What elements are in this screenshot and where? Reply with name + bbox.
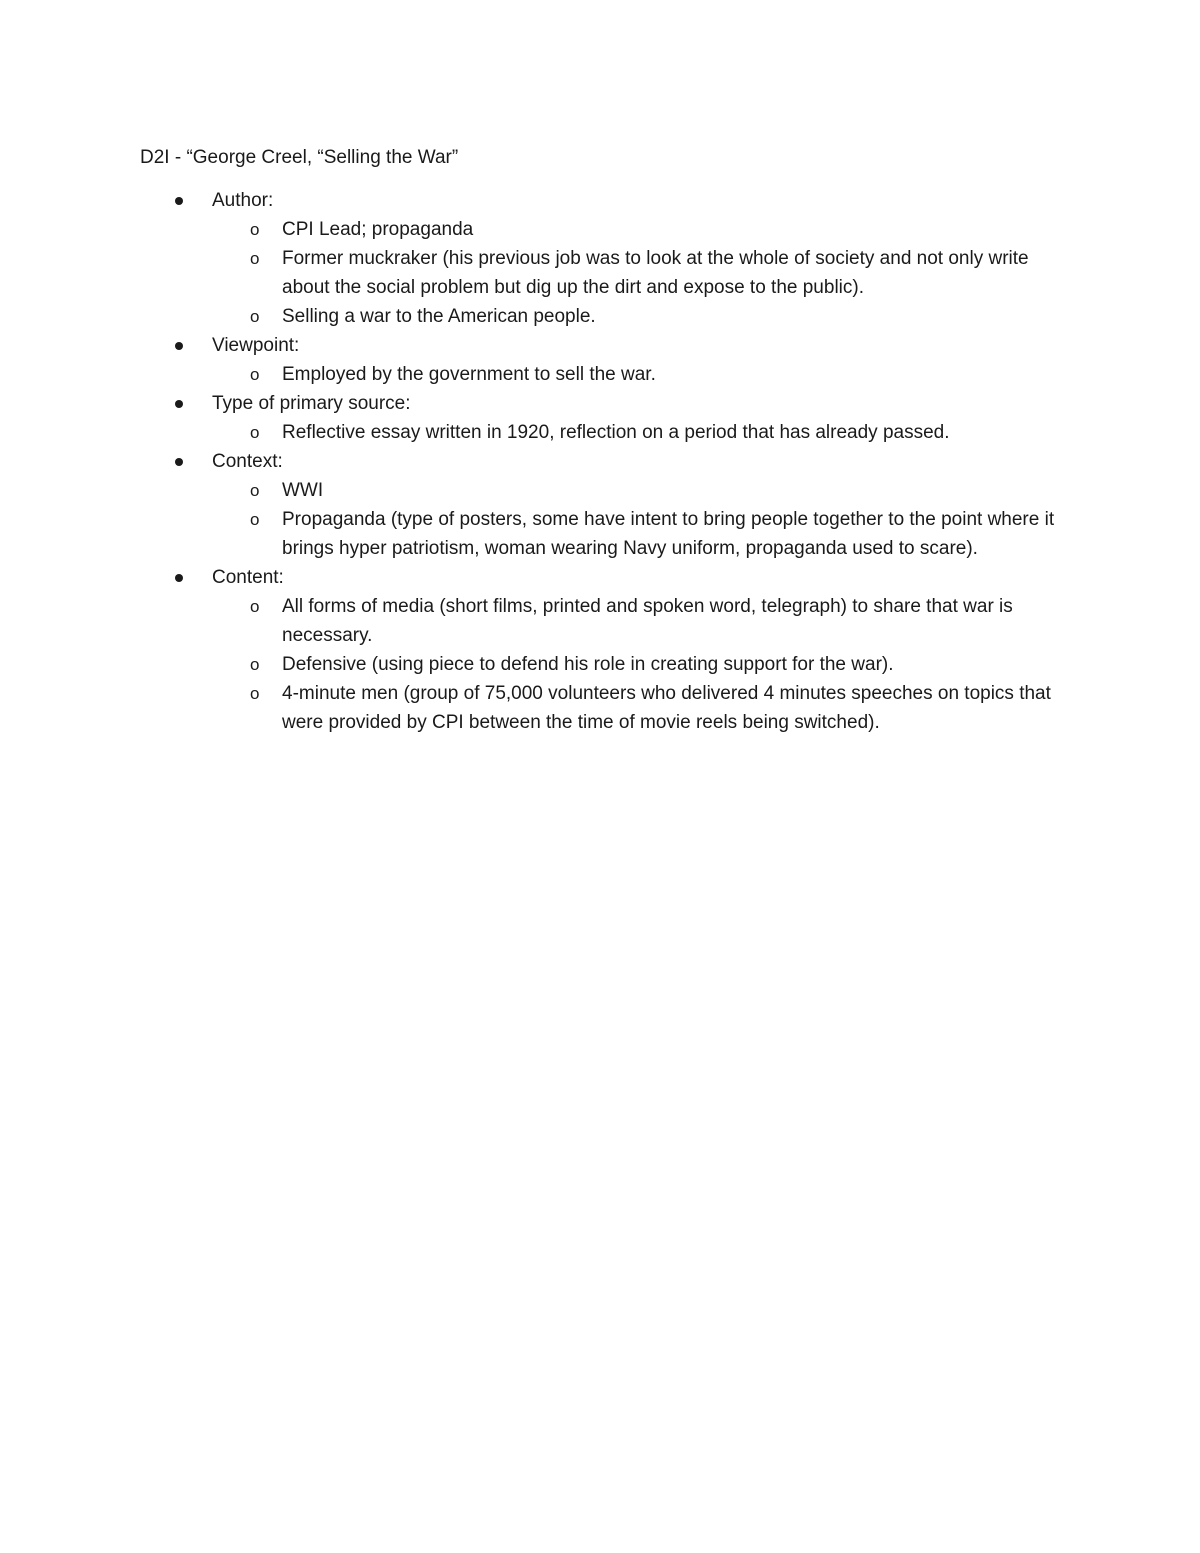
sub-bullet-icon: o — [250, 423, 260, 442]
list-item-text: Employed by the government to sell the war. — [282, 364, 656, 385]
list-item-text: All forms of media (short films, printed and spoken word, telegraph) to share that war is necessary. — [282, 596, 1013, 646]
section-label: Context: — [212, 451, 283, 472]
sub-bullet-icon: o — [250, 307, 260, 326]
section-context — [140, 447, 1070, 563]
list-item — [212, 679, 1070, 737]
sub-bullet-icon: o — [250, 481, 260, 500]
sub-bullet-icon: o — [250, 220, 260, 239]
list-item-text: CPI Lead; propaganda — [282, 219, 474, 240]
section-viewpoint — [140, 331, 1070, 389]
sub-list — [212, 360, 1070, 389]
list-item — [212, 592, 1070, 650]
sub-bullet-icon: o — [250, 365, 260, 384]
section-label: Viewpoint: — [212, 335, 300, 356]
sub-bullet-icon: o — [250, 684, 260, 703]
list-item-text: WWI — [282, 480, 324, 501]
bullet-icon — [175, 400, 183, 408]
section-content — [140, 563, 1070, 737]
list-item-text: Former muckraker (his previous job was to look at the whole of society and not only write about the social problem but dig up the dirt and expose to the public). — [282, 248, 1029, 298]
section-label: Content: — [212, 567, 284, 588]
sub-bullet-icon: o — [250, 249, 260, 268]
section-label: Author: — [212, 190, 274, 211]
list-item — [212, 302, 1070, 331]
list-item-text: Reflective essay written in 1920, reflection on a period that has already passed. — [282, 422, 950, 443]
sub-list — [212, 215, 1070, 331]
list-item — [212, 215, 1070, 244]
sub-bullet-icon: o — [250, 597, 260, 616]
list-item-text: 4-minute men (group of 75,000 volunteers who delivered 4 minutes speeches on topics that were provided by CPI between the time of movie reels being switched). — [282, 683, 1051, 733]
section-author — [140, 186, 1070, 331]
sub-bullet-icon: o — [250, 510, 260, 529]
list-item — [212, 418, 1070, 447]
outline-list — [140, 186, 1070, 737]
list-item-text: Propaganda (type of posters, some have intent to bring people together to the point where it brings hyper patriotism, woman wearing Navy uniform, propaganda used to scare). — [282, 509, 1055, 559]
bullet-icon — [175, 197, 183, 205]
sub-list — [212, 592, 1070, 737]
list-item — [212, 360, 1070, 389]
list-item-text: Defensive (using piece to defend his role in creating support for the war). — [282, 654, 894, 675]
section-source-type — [140, 389, 1070, 447]
list-item-text: Selling a war to the American people. — [282, 306, 596, 327]
sub-list — [212, 476, 1070, 563]
list-item — [212, 505, 1070, 563]
sub-list — [212, 418, 1070, 447]
list-item — [212, 476, 1070, 505]
sub-bullet-icon: o — [250, 655, 260, 674]
bullet-icon — [175, 574, 183, 582]
document-title: D2I - “George Creel, “Selling the War” — [140, 147, 459, 168]
list-item — [212, 244, 1070, 302]
list-item — [212, 650, 1070, 679]
bullet-icon — [175, 458, 183, 466]
bullet-icon — [175, 342, 183, 350]
section-label: Type of primary source: — [212, 393, 411, 414]
